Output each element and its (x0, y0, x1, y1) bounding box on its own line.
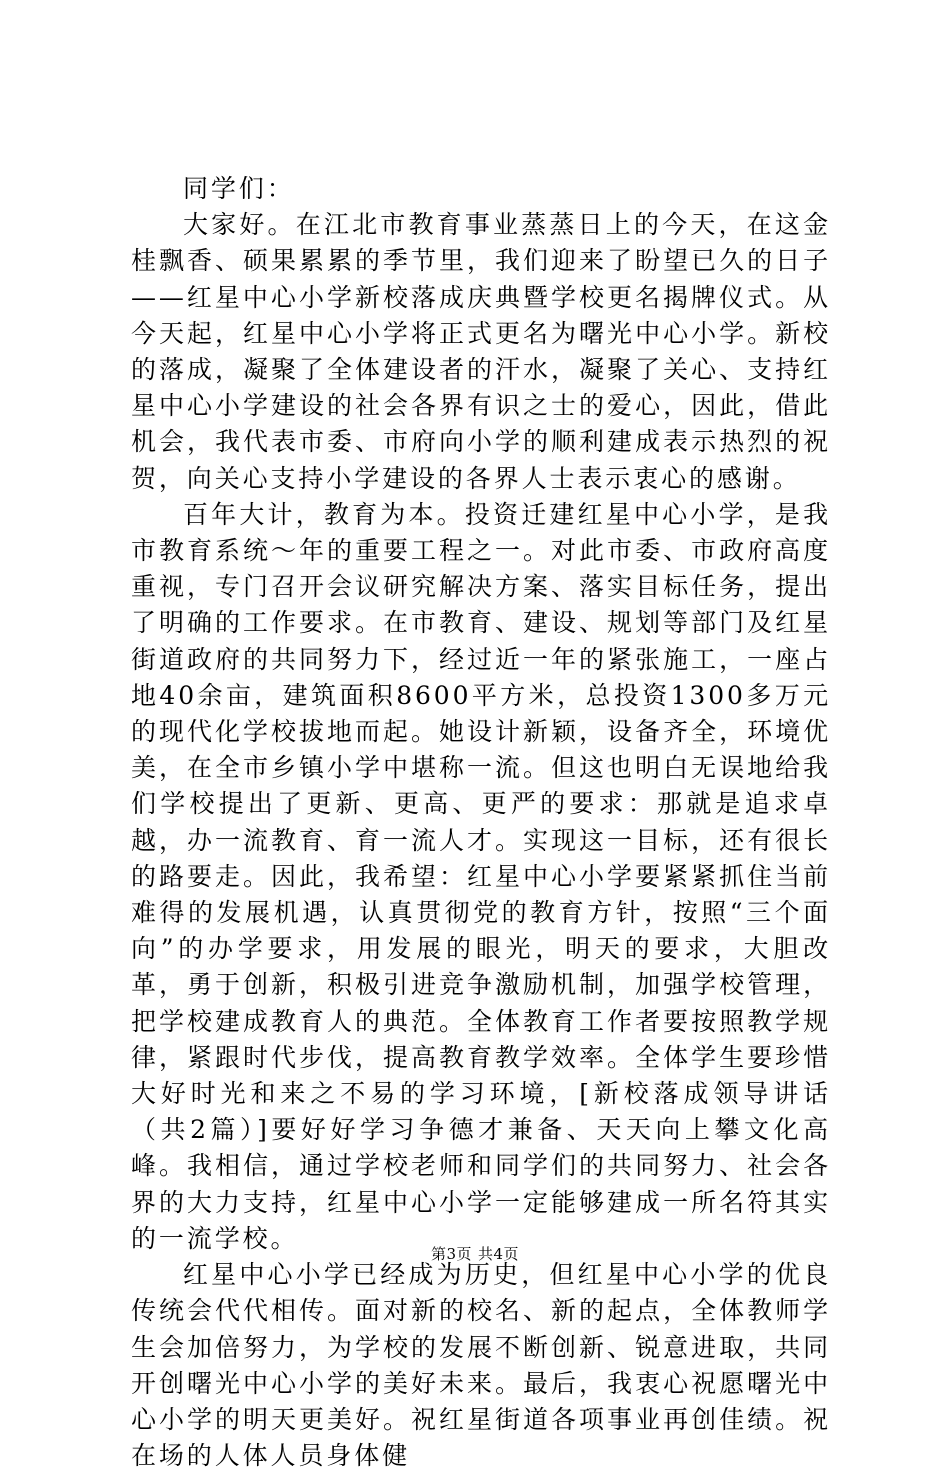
page-total: 共4页 (478, 1245, 520, 1263)
paragraph-closing: 红星中心小学已经成为历史，但红星中心小学的优良传统会代代相传。面对新的校名、新的起点，全体教师学生会加倍努力，为学校的发展不断创新、锐意进取，共同开创曙光中心小学的美好未来。最后，我衷心祝愿曙光中心小学的明天更美好。祝红星街道各项事业再创佳绩。祝在场的人体人员身体健 (131, 1260, 831, 1471)
salutation: 同学们： (183, 174, 295, 203)
document-body (131, 171, 831, 1474)
paragraph-greeting: 大家好。在江北市教育事业蒸蒸日上的今天，在这金桂飘香、硕果累累的季节里，我们迎来了盼望已久的日子——红星中心小学新校落成庆典暨学校更名揭牌仪式。从今天起，红星中心小学将正式更名为曙光中心小学。新校的落成，凝聚了全体建设者的汗水，凝聚了关心、支持红星中心小学建设的社会各界有识之士的爱心，因此，借此机会，我代表市委、市府向小学的顺利建成表示热烈的祝贺，向关心支持小学建设的各界人士表示衷心的感谢。 (131, 210, 831, 493)
page-number: 第3页 (430, 1245, 472, 1263)
paragraph-education-plan: 百年大计，教育为本。投资迁建红星中心小学，是我市教育系统～年的重要工程之一。对此市委、市政府高度重视，专门召开会议研究解决方案、落实目标任务，提出了明确的工作要求。在市教育、建设、规划等部门及红星街道政府的共同努力下，经过近一年的紧张施工，一座占地40余亩，建筑面积8600平方米，总投资1300多万元的现代化学校拔地而起。她设计新颖，设备齐全，环境优美，在全市乡镇小学中堪称一流。但这也明白无误地给我们学校提出了更新、更高、更严的要求：那就是追求卓越，办一流教育、育一流人才。实现这一目标，还有很长的路要走。因此，我希望：红星中心小学要紧紧抓住当前难得的发展机遇，认真贯彻党的教育方针，按照“三个面向”的办学要求，用发展的眼光，明天的要求，大胆改革，勇于创新，积极引进竞争激励机制，加强学校管理，把学校建成教育人的典范。全体教育工作者要按照教学规律，紧跟时代步伐，提高教育教学效率。全体学生要珍惜大好时光和来之不易的学习环境，[新校落成领导讲话（共2篇）]要好好学习争德才兼备、天天向上攀文化高峰。我相信，通过学校老师和同学们的共同努力、社会各界的大力支持，红星中心小学一定能够建成一所名符其实的一流学校。 (131, 499, 831, 1253)
page-footer (0, 1244, 950, 1264)
